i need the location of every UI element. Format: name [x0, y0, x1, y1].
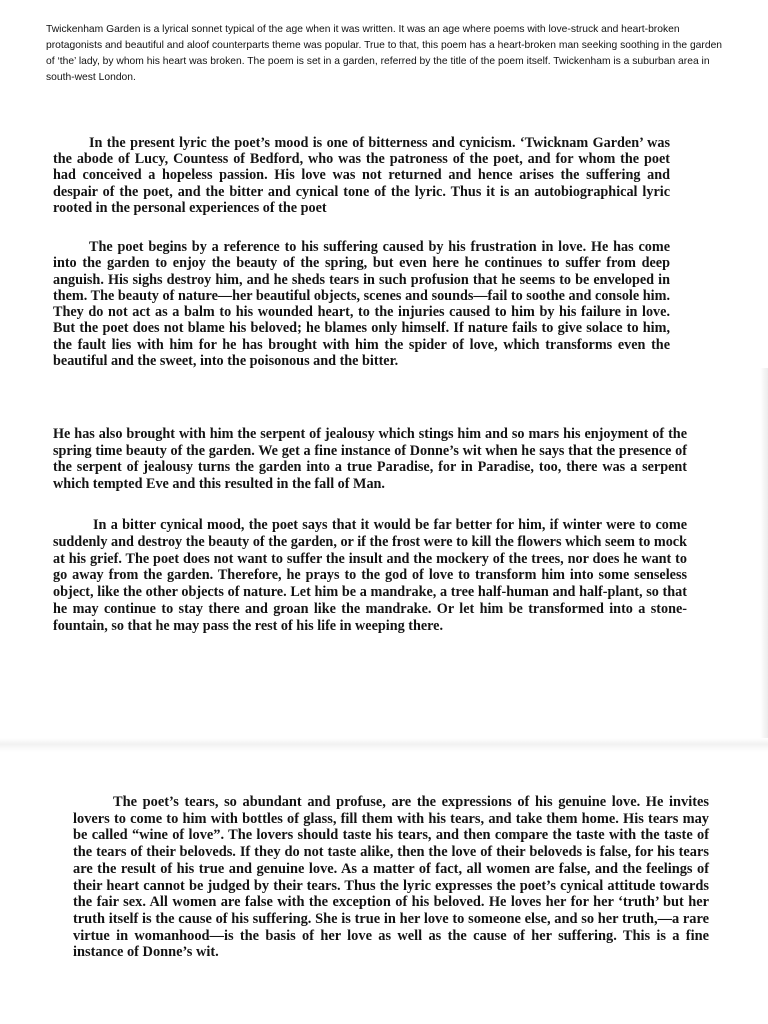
- paragraph-mood: In the present lyric the poet’s mood is one of bitterness and cynicism. ‘Twicknam Garden’ was the abode of Lucy, Countess of Bedford, who was the patroness of the poet, and for whom the poet had conceived a hopeless passion. His love was not returned and hence arises the suffering and despair of the poet, and the bitter and cynical tone of the lyric. Thus it is an autobiographical lyric rooted in the personal experiences of the poet: [53, 135, 670, 216]
- paragraph-suffering: The poet begins by a reference to his suffering caused by his frustration in love. He has come into the garden to enjoy the beauty of the spring, but even here he continues to suffer from deep anguish. His sighs destroy him, and he sheds tears in such profusion that he seems to be enveloped in them. The beauty of nature—her beautiful objects, scenes and sounds—fail to soothe and console him. They do not act as a balm to his wounded heart, to the injuries caused to him by his failure in love. But the poet does not blame his beloved; he blames only himself. If nature fails to give solace to him, the fault lies with him for he has brought with him the spider of love, which transforms even the beautiful and the sweet, into the poisonous and the bitter.: [53, 239, 670, 370]
- paragraph-tears: The poet’s tears, so abundant and profuse, are the expressions of his genuine love. He invites lovers to come to him with bottles of glass, fill them with his tears, and take them home. His tears may be called “wine of love”. The lovers should taste his tears, and then compare the taste with the taste of the tears of their beloveds. If they do not taste alike, then the love of their beloveds is false, for his tears are the result of his true and genuine love. As a matter of fact, all women are false, and the feelings of their heart cannot be judged by their tears. Thus the lyric expresses the poet’s cynical attitude towards the fair sex. All women are false with the exception of his beloved. He loves her for her ‘truth’ but her truth itself is the cause of his suffering. She is true in her love to someone else, and so her truth,—a rare virtue in womanhood—is the basis of her love as well as the cause of her suffering. This is a fine instance of Donne’s wit.: [73, 794, 709, 961]
- page-seam: [0, 738, 768, 752]
- scan-edge-shadow: [760, 368, 768, 748]
- paragraph-serpent: He has also brought with him the serpent of jealousy which stings him and so mars his enjoyment of the spring time beauty of the garden. We get a fine instance of Donne’s wit when he says that the presence of the serpent of jealousy turns the garden into a true Paradise, for in Paradise, too, there was a serpent which tempted Eve and this resulted in the fall of Man.: [53, 426, 687, 492]
- intro-paragraph: Twickenham Garden is a lyrical sonnet typical of the age when it was written. It was an age where poems with love-struck and heart-broken protagonists and beautiful and aloof counterparts theme was popular. True to that, this poem has a heart-broken man seeking soothing in the garden of ‘the’ lady, by whom his heart was broken. The poem is set in a garden, referred by the title of the poem itself. Twickenham is a suburban area in south-west London.: [46, 24, 723, 83]
- paragraph-winter: In a bitter cynical mood, the poet says that it would be far better for him, if winter were to come suddenly and destroy the beauty of the garden, or if the frost were to kill the flowers which seem to mock at his grief. The poet does not want to suffer the insult and the mockery of the trees, nor does he want to go away from the garden. Therefore, he prays to the god of love to transform him into some senseless object, like the other objects of nature. Let him be a mandrake, a tree half-human and half-plant, so that he may continue to stay there and groan like the mandrake. Or let him be transformed into a stone-fountain, so that he may pass the rest of his life in weeping there.: [53, 517, 687, 634]
